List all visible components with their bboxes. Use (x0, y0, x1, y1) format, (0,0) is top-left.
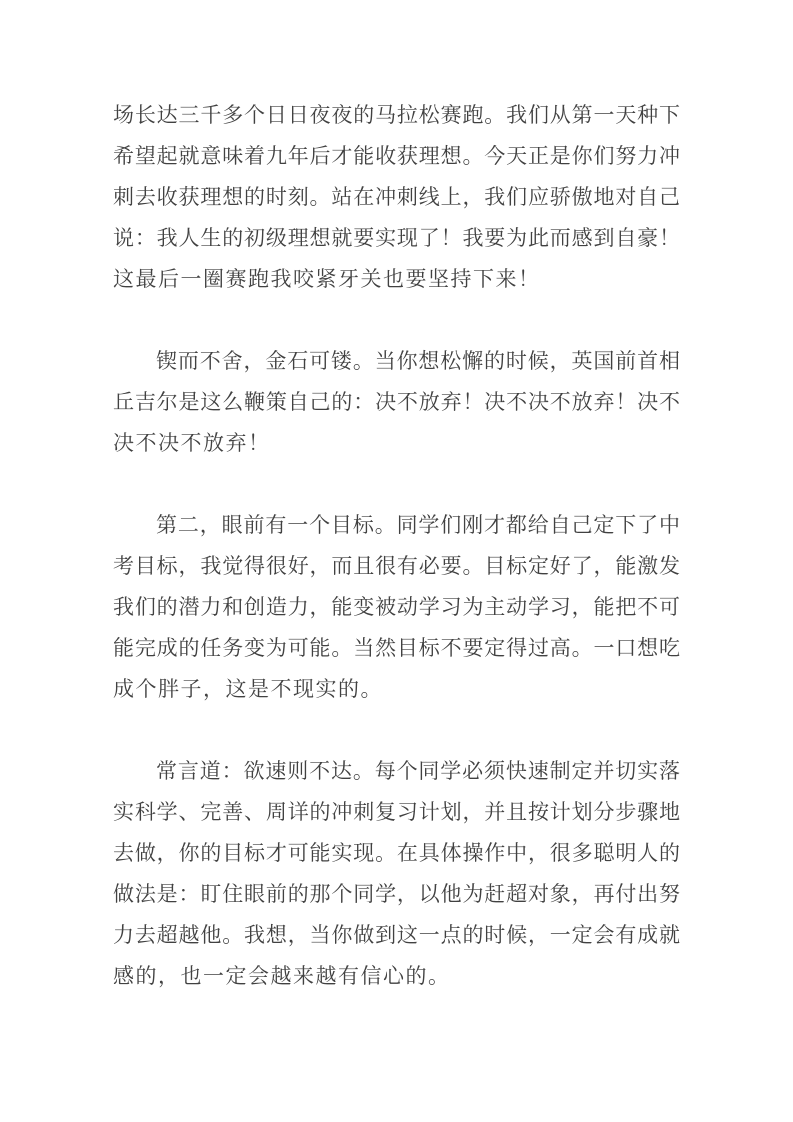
text-line: 刺去收获理想的时刻。站在冲刺线上，我们应骄傲地对自己 (113, 185, 680, 209)
paragraph-2 (113, 341, 680, 464)
text-line: 力去超越他。我想，当你做到这一点的时候，一定会有成就 (113, 923, 680, 947)
text-line: 第二，眼前有一个目标。同学们刚才都给自己定下了中 (156, 513, 680, 537)
text-line: 希望起就意味着九年后才能收获理想。今天正是你们努力冲 (113, 144, 680, 168)
text-line: 做法是：盯住眼前的那个同学，以他为赶超对象，再付出努 (113, 882, 680, 906)
text-line: 场长达三千多个日日夜夜的马拉松赛跑。我们从第一天种下 (113, 103, 680, 127)
text-line: 锲而不舍，金石可镂。当你想松懈的时候，英国前首相 (156, 349, 680, 373)
text-line: 实科学、完善、周详的冲刺复习计划，并且按计划分步骤地 (113, 800, 680, 824)
text-line: 去做，你的目标才可能实现。在具体操作中，很多聪明人的 (113, 841, 680, 865)
text-line: 说：我人生的初级理想就要实现了！我要为此而感到自豪！ (113, 226, 680, 250)
text-line: 我们的潜力和创造力，能变被动学习为主动学习，能把不可 (113, 595, 680, 619)
text-line: 考目标，我觉得很好，而且很有必要。目标定好了，能激发 (113, 554, 680, 578)
paragraph-1 (113, 95, 680, 300)
text-line: 决不决不放弃！ (113, 431, 271, 455)
text-line: 常言道：欲速则不达。每个同学必须快速制定并切实落 (156, 759, 680, 783)
text-line: 感的，也一定会越来越有信心的。 (113, 964, 451, 988)
text-line: 这最后一圈赛跑我咬紧牙关也要坚持下来！ (113, 267, 541, 291)
paragraph-3 (113, 505, 680, 710)
text-line: 丘吉尔是这么鞭策自己的：决不放弃！决不决不放弃！决不 (113, 390, 680, 414)
text-line: 成个胖子，这是不现实的。 (113, 677, 383, 701)
paragraph-4 (113, 751, 680, 997)
text-line: 能完成的任务变为可能。当然目标不要定得过高。一口想吃 (113, 636, 680, 660)
text-block (113, 95, 680, 1038)
